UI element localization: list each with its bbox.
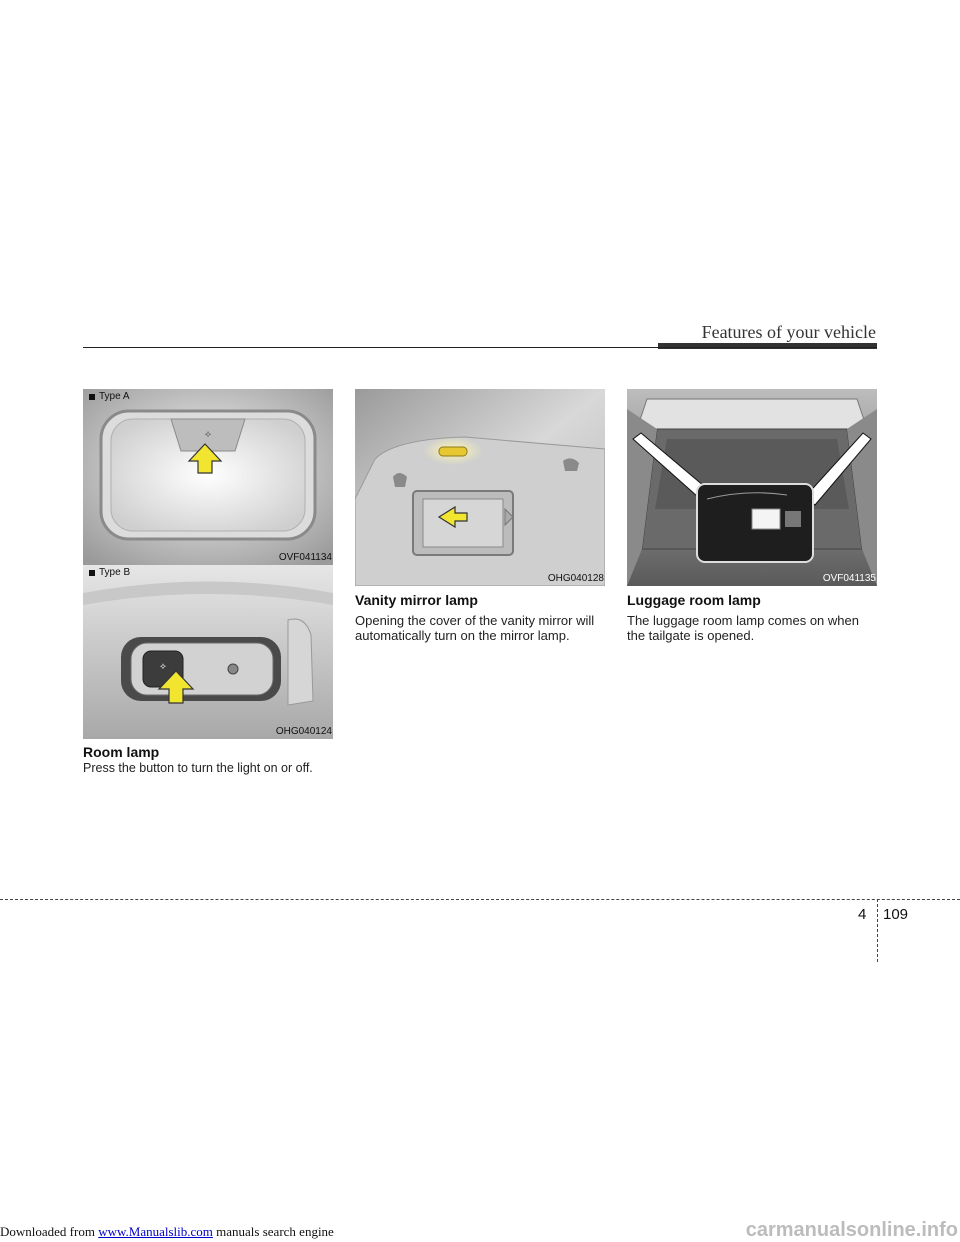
vanity-lamp-body-line-1: Opening the cover of the vanity mirror will	[355, 613, 595, 628]
header-rule	[83, 347, 877, 348]
figure-code-vanity: OHG040128	[547, 573, 604, 584]
room-lamp-type-b-figure	[83, 565, 333, 739]
luggage-room-figure	[627, 389, 877, 586]
vanity-mirror-figure	[355, 389, 605, 586]
type-b-label: Type B	[89, 567, 130, 578]
figure-code-luggage: OVF041135	[822, 573, 876, 584]
site-watermark: carmanualsonline.info	[745, 1219, 958, 1241]
room-lamp-type-a-figure	[83, 389, 333, 565]
type-a-label: Type A	[89, 391, 130, 402]
header-accent-bar	[658, 343, 877, 349]
page-divider-dashed	[0, 899, 960, 900]
page-number: 109	[883, 906, 909, 923]
svg-text:⟡: ⟡	[204, 429, 212, 440]
page-number-divider	[877, 899, 878, 962]
room-lamp-title: Room lamp	[83, 744, 160, 760]
figure-code-room-a: OVF041134	[278, 552, 332, 563]
luggage-lamp-title: Luggage room lamp	[627, 592, 761, 608]
figure-code-room-b: OHG040124	[275, 726, 332, 737]
room-lamp-type-a-illustration	[83, 389, 333, 565]
manualslib-link[interactable]: www.Manualslib.com	[98, 1224, 213, 1239]
vanity-mirror-illustration	[355, 389, 605, 586]
room-lamp-body: Press the button to turn the light on or off.	[83, 761, 313, 775]
chapter-number: 4	[858, 906, 867, 923]
room-lamp-type-b-illustration	[83, 565, 333, 739]
bullet-square-icon	[89, 570, 95, 576]
luggage-lamp-body-line-2: the tailgate is opened.	[627, 628, 755, 643]
luggage-room-illustration	[627, 389, 877, 586]
vanity-lamp-body-line-2: automatically turn on the mirror lamp.	[355, 628, 570, 643]
page-header-title: Features of your vehicle	[701, 322, 876, 342]
vanity-lamp-title: Vanity mirror lamp	[355, 592, 478, 608]
luggage-lamp-body-line-1: The luggage room lamp comes on when	[627, 613, 859, 628]
bullet-square-icon	[89, 394, 95, 400]
download-footer: Downloaded from www.Manualslib.com manuals search engine	[0, 1224, 334, 1239]
svg-text:⟡: ⟡	[160, 662, 166, 672]
